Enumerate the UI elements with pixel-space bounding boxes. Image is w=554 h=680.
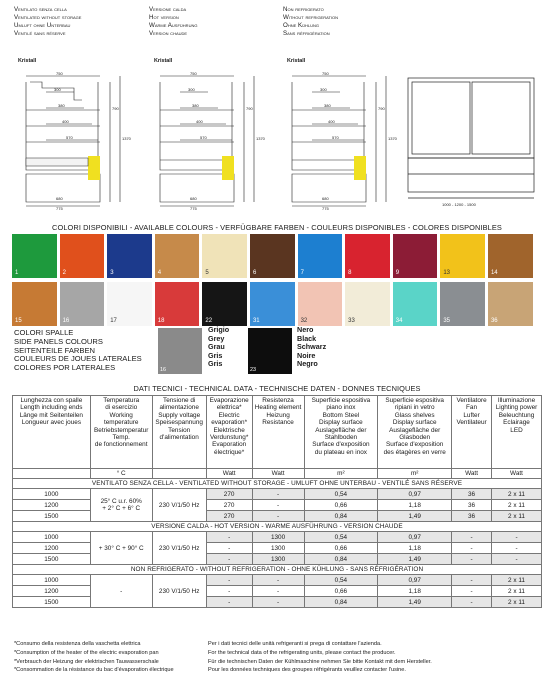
swatch-number: 17 (110, 318, 117, 324)
table-cell: - (206, 554, 252, 565)
swatch-number: 14 (490, 270, 498, 276)
header-line: Fan (466, 404, 478, 412)
table-cell: 0,54 (304, 489, 378, 500)
swatch-number: 34 (395, 318, 403, 324)
footnote: For the technical data of the refrigerating units, please contact the producer. (208, 649, 396, 656)
table-cell: 0,66 (304, 586, 378, 597)
table-cell: 0,84 (304, 511, 378, 522)
table-cell: 1300 (252, 543, 304, 554)
model-label: Kristall (18, 58, 37, 64)
colour-swatch (12, 282, 57, 326)
side-section-drawing (12, 70, 132, 210)
table-cell: - (452, 597, 492, 608)
dim-label: 1370 (122, 136, 131, 141)
table-cell: 2 x 11 (492, 597, 542, 608)
header-line: Illuminazione (497, 397, 536, 404)
header-line: d'alimentation (159, 434, 199, 442)
swatch-number: 3 (110, 270, 114, 276)
colour-swatch (202, 282, 247, 326)
header-line: Warme Ausführung (149, 22, 198, 29)
header-line: Ventilated without storage (14, 14, 82, 21)
colour-swatch (345, 282, 390, 326)
table-cell: 25° C u.r. 60% + 2° C + 6° C (90, 489, 152, 522)
swatch-number: 33 (348, 318, 355, 324)
colour-name: Negro (297, 359, 318, 369)
dim-label: 1000 - 1200 - 1500 (442, 202, 476, 207)
swatch-number: 23 (250, 367, 256, 373)
dim-label: 680 (56, 196, 63, 201)
colour-swatch (107, 234, 152, 278)
header-line: Auslagefläche der (315, 426, 367, 434)
swatch-number: 2 (62, 270, 66, 276)
table-cell: 1500 (13, 597, 91, 608)
colour-name: Grigio (208, 325, 230, 334)
dim-label: 750 (56, 71, 63, 76)
header-line: Supply voltage (158, 411, 201, 419)
table-row (13, 532, 542, 543)
side-panel-swatch-grey (158, 328, 202, 374)
tech-title: DATI TECNICI - TECHNICAL DATA - TECHNISCHE DATEN - DONNES TECNIQUES (133, 384, 421, 393)
dim-label: 300 (54, 87, 61, 92)
header-line: Betriebstemperatur (94, 426, 149, 434)
table-cell: 1,49 (378, 511, 452, 522)
dim-label: 680 (322, 196, 329, 201)
colour-swatch (155, 234, 200, 278)
colour-swatch (393, 234, 438, 278)
unit-cell: m² (304, 469, 378, 479)
table-cell: - (492, 532, 542, 543)
header-line: Temperatura (103, 397, 140, 404)
swatch-number: 8 (348, 270, 352, 276)
table-cell: - (252, 511, 304, 522)
header-line: Non refrigerato (283, 6, 324, 13)
swatch-number: 31 (252, 318, 260, 324)
dim-label: 400 (196, 119, 203, 124)
table-cell: 0,97 (378, 575, 452, 586)
table-cell: - (206, 575, 252, 586)
header-line: Length including ends (20, 404, 83, 412)
colour-swatch (155, 282, 200, 326)
header-line: Glasboden (399, 434, 431, 442)
header-line: Heating element (254, 404, 302, 412)
swatch-number: 36 (490, 318, 498, 324)
header-line: Temp. (112, 434, 130, 442)
table-cell: - (206, 532, 252, 543)
header-line: Ventilatore (456, 397, 487, 404)
table-cell: 0,84 (304, 554, 378, 565)
colour-name: Gris (208, 359, 223, 369)
unit-cell: Watt (206, 469, 252, 479)
header-line: de fonctionnement (94, 441, 148, 449)
header-line: Ventilateur (456, 419, 487, 427)
table-cell: - (452, 575, 492, 586)
unit-cell: ° C (90, 469, 152, 479)
footnote: *Consumption of the heater of the electric evaporation pan (14, 649, 159, 656)
table-cell: 36 (452, 511, 492, 522)
side-panel-label: SIDE PANELS COLOURS (14, 336, 103, 346)
header-line: Länge mit Seitenteilen (19, 411, 83, 419)
column-header (252, 396, 304, 469)
table-cell: 2 x 11 (492, 586, 542, 597)
side-panel-label: COLORES POR LATERALES (14, 363, 116, 373)
header-line: Ohne Kühlung (283, 22, 319, 29)
swatch-number: 13 (443, 270, 451, 276)
dim-label: 775 (190, 206, 197, 210)
table-cell: 270 (206, 511, 252, 522)
header-line: Display surface (319, 419, 363, 427)
swatch-number: 9 (395, 270, 400, 276)
footnotes-left (14, 640, 174, 675)
side-section-drawing (146, 70, 266, 210)
dim-label: 570 (66, 135, 73, 140)
colour-name: Gris (208, 350, 223, 360)
colour-name: Noire (297, 350, 316, 360)
swatch-number: 15 (15, 318, 22, 324)
header-line: Evaporation (212, 441, 247, 449)
table-cell: 2 x 11 (492, 511, 542, 522)
header-line: Without refrigeration (283, 14, 339, 21)
colour-swatch (393, 282, 438, 326)
model-label: Kristall (287, 58, 306, 64)
table-cell: - (90, 575, 152, 608)
header-line: alimentazione (159, 404, 199, 412)
header-line: Evaporazione (209, 397, 249, 404)
header-line: di esercizio (105, 404, 138, 412)
footnotes-right (208, 640, 432, 675)
swatch-number: 4 (157, 270, 162, 276)
dim-label: 750 (322, 71, 329, 76)
header-line: Resistance (262, 419, 294, 427)
table-cell: - (252, 500, 304, 511)
side-panel-label: SEITENTEILE FARBEN (14, 345, 96, 355)
table-cell: - (452, 586, 492, 597)
header-line: Speisespannung (155, 419, 203, 427)
section-title: VERSIONE CALDA - HOT VERSION - WARME AUSFÜHRUNG - VERSION CHAUDE (13, 522, 542, 532)
header-line: Tensione di (163, 397, 196, 404)
column-header (304, 396, 378, 469)
table-cell: 1300 (252, 532, 304, 543)
unit-cell (13, 469, 91, 479)
dim-label: 400 (62, 119, 69, 124)
table-cell: 1,18 (378, 543, 452, 554)
table-cell: 0,54 (304, 575, 378, 586)
header-line: evaporation* (211, 419, 248, 427)
footnote: *Verbrauch der Heizung der elektrischen Tauwasserschale (14, 658, 159, 665)
colour-swatch (60, 282, 105, 326)
header-line: Beleuchtung (498, 411, 535, 419)
header-line: Tension (168, 426, 191, 434)
dim-label: 380 (58, 103, 65, 108)
header-line: Display surface (392, 419, 437, 427)
header-line: Surface d'exposition (312, 441, 370, 449)
black-names (297, 326, 326, 369)
swatch-number: 6 (252, 270, 257, 276)
model-label: Kristall (154, 58, 173, 64)
table-cell: - (206, 597, 252, 608)
colour-swatch-grid (12, 234, 544, 326)
table-cell: - (452, 554, 492, 565)
swatch-number: 32 (300, 318, 308, 324)
header-line: Glass shelves (394, 411, 435, 419)
column-header (152, 396, 206, 469)
header-line: elettrica* (216, 404, 242, 412)
table-cell: 2 x 11 (492, 500, 542, 511)
header-line: Verdunstung* (209, 434, 249, 442)
table-cell: 1,49 (378, 597, 452, 608)
header-line: Auslagefläche der (389, 426, 441, 434)
table-cell: 1200 (13, 586, 91, 597)
side-panel-labels (14, 329, 142, 373)
header-line: Working (109, 411, 133, 419)
swatch-number: 16 (160, 367, 166, 373)
dim-label: 750 (190, 71, 197, 76)
table-cell: 230 V/1/50 Hz (152, 575, 206, 608)
colour-name: Black (297, 333, 317, 343)
header-line: Electric (218, 411, 240, 419)
grey-names (208, 326, 229, 369)
dim-label: 300 (188, 87, 195, 92)
section-title: VENTILATO SENZA CELLA - VENTILATED WITHOUT STORAGE - UMLUFT OHNE UNTERBAU - VENTILÉ SANS RÉSERVE (13, 479, 542, 489)
table-cell: 1000 (13, 575, 91, 586)
header-line: Heizung (266, 411, 290, 419)
header-line: Stahlboden (324, 434, 358, 442)
swatch-number: 5 (205, 270, 209, 276)
column-header (452, 396, 492, 469)
column-header (492, 396, 542, 469)
footnote: *Consommation de la résistance du bac d'évaporation électrique (14, 667, 174, 674)
swatch-number: 22 (205, 318, 213, 324)
header-line: Umluft ohne Unterbau (14, 22, 71, 29)
column-header (13, 396, 91, 469)
column-header (378, 396, 452, 469)
colour-name: Nero (297, 325, 314, 334)
table-cell: 1500 (13, 554, 91, 565)
side-panel-label: COLORI SPALLE (14, 328, 74, 337)
table-cell: 0,97 (378, 489, 452, 500)
colour-swatch (298, 234, 343, 278)
swatch-number: 18 (157, 318, 165, 324)
dim-label: 680 (190, 196, 197, 201)
table-cell: 270 (206, 500, 252, 511)
header-line: Superficie espositiva (385, 397, 444, 404)
side-panel-swatch-black (248, 328, 292, 374)
dim-label: 1370 (256, 136, 265, 141)
colour-swatch (345, 234, 390, 278)
table-cell: - (492, 554, 542, 565)
header-line: Elektrische (213, 426, 245, 434)
table-cell: 0,66 (304, 500, 378, 511)
swatch-number: 16 (62, 318, 70, 324)
header-line: électrique* (214, 448, 245, 456)
dim-label: 400 (328, 119, 335, 124)
swatch-number: 35 (443, 318, 451, 324)
table-cell: 1500 (13, 511, 91, 522)
table-cell: - (252, 489, 304, 500)
colours-title: COLORI DISPONIBILI - AVAILABLE COLOURS - VERFÜGBARE FARBEN - COULEURS DISPONIBLES - COLORES DISPONIBLES (52, 223, 502, 232)
table-cell: 1200 (13, 543, 91, 554)
table-cell: 2 x 11 (492, 489, 542, 500)
header-line: Versione calda (149, 6, 187, 13)
table-cell: + 30° C + 90° C (90, 532, 152, 565)
table-cell: - (206, 543, 252, 554)
dim-label: 300 (320, 87, 327, 92)
colour-swatch (440, 282, 485, 326)
header-line: Bottom Steel (322, 411, 360, 419)
header-line: temperature (103, 419, 139, 427)
colour-name: Grey (208, 333, 225, 343)
header-col-nonrefrig (283, 6, 338, 38)
technical-data-table (12, 395, 542, 608)
table-cell: 36 (452, 500, 492, 511)
table-cell: - (206, 586, 252, 597)
dim-label: 790 (378, 106, 385, 111)
side-section-drawing (278, 70, 398, 210)
dim-label: 570 (200, 135, 207, 140)
header-line: ripiani in vetro (394, 404, 435, 412)
header-line: Lunghezza con spalle (20, 397, 83, 404)
column-header (206, 396, 252, 469)
header-line: piano inox (326, 404, 356, 412)
colour-swatch (60, 234, 105, 278)
header-line: Hot version (149, 14, 179, 21)
table-cell: 1,18 (378, 500, 452, 511)
table-cell: 0,66 (304, 543, 378, 554)
colour-swatch (250, 282, 295, 326)
dim-label: 775 (322, 206, 329, 210)
dim-label: 380 (324, 103, 331, 108)
header-line: Superficie espositiva (311, 397, 371, 404)
dim-label: 380 (192, 103, 199, 108)
table-cell: 1,18 (378, 586, 452, 597)
header-line: Ventilé sans réserve (14, 30, 66, 37)
colour-name: Schwarz (297, 342, 327, 352)
header-line: Resistenza (262, 397, 294, 404)
table-cell: - (452, 543, 492, 554)
colour-swatch (488, 282, 533, 326)
footnote: *Consumo della resistenza della vaschetta elettrica (14, 641, 141, 647)
unit-cell: Watt (452, 469, 492, 479)
header-col-ventilated (14, 6, 81, 38)
swatch-number: 1 (15, 270, 19, 276)
table-cell: 270 (206, 489, 252, 500)
dim-label: 790 (112, 106, 119, 111)
dim-label: 790 (246, 106, 253, 111)
table-cell: 0,84 (304, 597, 378, 608)
colour-swatch (107, 282, 152, 326)
dim-label: 1370 (388, 136, 397, 141)
table-cell: 0,97 (378, 532, 452, 543)
table-cell: - (252, 575, 304, 586)
colour-swatch (488, 234, 533, 278)
dim-label: 775 (56, 206, 63, 210)
header-line: Lufter (463, 411, 480, 419)
table-cell: - (252, 597, 304, 608)
unit-cell: m² (378, 469, 452, 479)
front-view-drawing (402, 70, 542, 210)
unit-cell: Watt (492, 469, 542, 479)
header-line: Longueur avec joues (21, 419, 82, 427)
table-cell: 1300 (252, 554, 304, 565)
section-title: NON REFRIGERATO - WITHOUT REFRIGERATION - OHNE KÜHLUNG - SANS RÉFRIGÉRATION (13, 565, 542, 575)
table-row (13, 575, 542, 586)
table-cell: 230 V/1/50 Hz (152, 532, 206, 565)
table-cell: 1200 (13, 500, 91, 511)
table-cell: 1000 (13, 532, 91, 543)
side-panel-label: COULEURS DE JOUES LATERALES (14, 354, 142, 364)
table-cell: 1000 (13, 489, 91, 500)
colour-swatch (250, 234, 295, 278)
table-cell: - (452, 532, 492, 543)
colour-swatch (298, 282, 343, 326)
header-col-hot (149, 6, 197, 38)
header-line: Surface d'exposition (385, 441, 444, 449)
table-cell: - (252, 586, 304, 597)
footnote: Pour les données techniques des groupes réfrigérants veuillez contacter l'usine. (208, 667, 406, 674)
colour-swatch (202, 234, 247, 278)
header-line: des étagères en verre (383, 448, 446, 456)
table-cell: 36 (452, 489, 492, 500)
unit-cell (152, 469, 206, 479)
footnote: Für die technischen Daten der Kühlmaschine nehmen Sie bitte Kontakt mit dem Hersteller. (208, 658, 432, 665)
header-line: Version chaude (149, 30, 188, 37)
swatch-number: 7 (300, 270, 304, 276)
table-cell: 2 x 11 (492, 575, 542, 586)
header-line: Sans réfrigération (283, 30, 330, 37)
unit-cell: Watt (252, 469, 304, 479)
colour-swatch (12, 234, 57, 278)
table-cell: 1,49 (378, 554, 452, 565)
footnote: Per i dati tecnici delle unità refrigeranti si prega di contattare l'azienda. (208, 641, 382, 647)
table-cell: 0,54 (304, 532, 378, 543)
dim-label: 570 (332, 135, 339, 140)
table-cell: - (492, 543, 542, 554)
header-line: Lighting power (495, 404, 538, 412)
colour-swatch (440, 234, 485, 278)
table-row (13, 489, 542, 500)
table-cell: 230 V/1/50 Hz (152, 489, 206, 522)
header-line: Ventilato senza cella (14, 6, 67, 13)
header-line: du plateau en inox (314, 448, 367, 456)
column-header (90, 396, 152, 469)
header-line: LED (510, 426, 523, 434)
colour-name: Grau (208, 342, 225, 352)
header-line: Eclairage (503, 419, 530, 427)
